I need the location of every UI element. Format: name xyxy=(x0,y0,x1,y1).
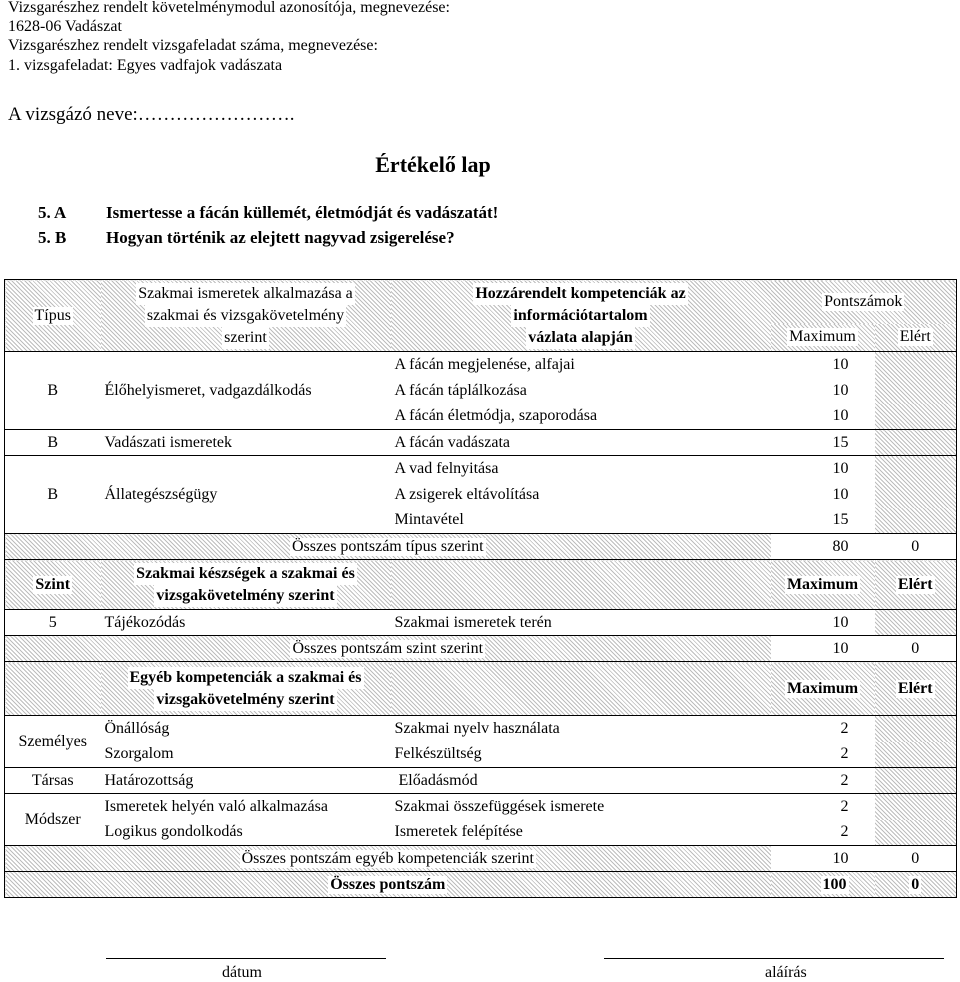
area-cell: Állategészségügy xyxy=(101,456,391,534)
elert-cell[interactable] xyxy=(875,482,957,508)
header-row xyxy=(5,280,957,306)
max-cell: 10 xyxy=(832,485,849,503)
max-cell: 15 xyxy=(771,430,875,456)
comp-cell: Szorgalom xyxy=(101,742,391,768)
col-komp-header-1: Hozzárendelt kompetenciák az xyxy=(473,283,687,305)
col-komp-header-2: információtartalom xyxy=(511,305,649,327)
table-row xyxy=(5,456,957,482)
desc-cell: Szakmai összefüggések ismerete xyxy=(394,797,605,815)
module-id: 1628-06 Vadászat xyxy=(8,18,122,35)
max-cell: 2 xyxy=(771,768,875,794)
total-row-egyeb xyxy=(5,846,957,872)
max-cell: 10 xyxy=(771,610,875,636)
competency-cell: A zsigerek eltávolítása xyxy=(394,485,540,503)
competency-cell: A fácán táplálkozása xyxy=(394,381,527,399)
total-egyeb-label: Összes pontszám egyéb kompetenciák szerint xyxy=(241,849,534,867)
comp-cell: Ismeretek helyén való alkalmazása xyxy=(104,797,328,815)
col-pontszamok-header: Pontszámok xyxy=(824,292,903,310)
max-cell: 2 xyxy=(771,742,875,768)
task-label: Vizsgarészhez rendelt vizsgafeladat száma, megnevezése: xyxy=(8,37,378,54)
page-title: Értékelő lap xyxy=(375,152,491,177)
group-cell: Módszer xyxy=(5,794,101,846)
szint-header-row xyxy=(5,560,957,610)
elert-cell[interactable] xyxy=(875,742,957,768)
desc-cell: Előadásmód xyxy=(391,768,771,794)
col-maximum-header: Maximum xyxy=(789,328,856,346)
tipus-cell: B xyxy=(5,352,101,430)
max-cell: 2 xyxy=(840,797,849,815)
desc-cell: Szakmai nyelv használata xyxy=(394,719,560,737)
elert-cell[interactable] xyxy=(875,456,957,482)
egyeb-header-row xyxy=(5,662,957,716)
table-row xyxy=(5,352,957,378)
task-b-text: Hogyan történik az elejtett nagyvad zsigerelése? xyxy=(106,228,455,247)
col-szakmai-header-2: szakmai és vizsgakövetelmény xyxy=(145,305,346,327)
col-tipus-header: Típus xyxy=(34,306,71,324)
col-szakmai-header-3: szerint xyxy=(222,327,269,349)
table-row xyxy=(5,742,957,768)
elert-cell[interactable] xyxy=(875,378,957,404)
task-a-text: Ismertesse a fácán küllemét, életmódját és vadászatát! xyxy=(106,203,499,222)
desc-cell: Ismeretek felépítése xyxy=(391,820,771,846)
col-szint-header: Szint xyxy=(35,575,71,593)
table-row xyxy=(5,794,957,820)
signature-line[interactable] xyxy=(604,958,944,959)
egyeb-elert-header: Elért xyxy=(897,679,933,697)
grand-total-max: 100 xyxy=(822,875,847,893)
area-cell: Vadászati ismeretek xyxy=(101,430,391,456)
competency-cell: A fácán életmódja, szaporodása xyxy=(391,404,771,430)
max-cell: 2 xyxy=(771,820,875,846)
table-row xyxy=(5,820,957,846)
elert-cell[interactable] xyxy=(875,404,957,430)
competency-cell: Szakmai ismeretek terén xyxy=(391,610,771,636)
max-cell: 10 xyxy=(771,404,875,430)
table-row xyxy=(5,610,957,636)
total-tipus-label: Összes pontszám típus szerint xyxy=(291,537,484,555)
max-cell: 10 xyxy=(832,381,849,399)
table-row xyxy=(5,430,957,456)
elert-cell[interactable] xyxy=(875,820,957,846)
total-tipus-max: 80 xyxy=(771,534,875,560)
elert-cell[interactable] xyxy=(875,610,957,636)
total-szint-max: 10 xyxy=(771,636,875,662)
grand-total-elert: 0 xyxy=(911,875,920,893)
egyeb-maximum-header: Maximum xyxy=(786,679,859,697)
competency-cell: A fácán megjelenése, alfajai xyxy=(394,355,575,373)
total-row-tipus xyxy=(5,534,957,560)
date-line[interactable] xyxy=(106,958,386,959)
col-komp-header-3: vázlata alapján xyxy=(526,327,634,349)
col-keszseg-header-1: Szakmai készségek a szakmai és xyxy=(134,563,357,585)
module-label: Vizsgarészhez rendelt követelménymodul azonosítója, megnevezése: xyxy=(8,0,450,16)
elert-cell[interactable] xyxy=(875,794,957,820)
desc-cell: Felkészültség xyxy=(391,742,771,768)
task-name: 1. vizsgafeladat: Egyes vadfajok vadászata xyxy=(8,57,283,74)
task-b-code: 5. B xyxy=(38,228,67,247)
date-label: dátum xyxy=(222,964,262,981)
examinee-name-field[interactable]: A vizsgázó neve:……………………. xyxy=(8,104,295,125)
grand-total-label: Összes pontszám xyxy=(330,875,446,893)
signature-label: aláírás xyxy=(765,964,807,981)
col-egyeb-header-1: Egyéb kompetenciák a szakmai és xyxy=(128,667,364,689)
max-cell: 15 xyxy=(771,508,875,534)
szint-maximum-header: Maximum xyxy=(786,575,859,593)
total-szint-elert: 0 xyxy=(875,636,957,662)
total-row-szint xyxy=(5,636,957,662)
total-egyeb-max: 10 xyxy=(771,846,875,872)
table-row xyxy=(5,768,957,794)
col-keszseg-header-2: vizsgakövetelmény szerint xyxy=(154,585,336,607)
elert-cell[interactable] xyxy=(875,716,957,742)
tipus-cell: B xyxy=(5,456,101,534)
competency-cell: A fácán vadászata xyxy=(391,430,771,456)
elert-cell[interactable] xyxy=(875,768,957,794)
grand-total-row xyxy=(5,872,957,898)
task-a-code: 5. A xyxy=(38,203,67,222)
group-cell: Személyes xyxy=(5,716,101,768)
elert-cell[interactable] xyxy=(875,430,957,456)
evaluation-table xyxy=(4,279,957,898)
total-tipus-elert: 0 xyxy=(875,534,957,560)
competency-cell: Mintavétel xyxy=(391,508,771,534)
competency-cell: A vad felnyitása xyxy=(394,459,499,477)
max-cell: 10 xyxy=(832,459,849,477)
col-elert-header: Elért xyxy=(899,328,931,346)
szint-cell: 5 xyxy=(5,610,101,636)
elert-cell[interactable] xyxy=(875,352,957,378)
skill-cell: Tájékozódás xyxy=(101,610,391,636)
elert-cell[interactable] xyxy=(875,508,957,534)
group-cell: Társas xyxy=(5,768,101,794)
comp-cell: Határozottság xyxy=(101,768,391,794)
col-szakmai-header-1: Szakmai ismeretek alkalmazása a xyxy=(136,283,355,305)
total-szint-label: Összes pontszám szint szerint xyxy=(292,639,484,657)
col-egyeb-header-2: vizsgakövetelmény szerint xyxy=(154,689,336,711)
tipus-cell: B xyxy=(5,430,101,456)
total-egyeb-elert: 0 xyxy=(875,846,957,872)
max-cell: 10 xyxy=(832,355,849,373)
szint-elert-header: Elért xyxy=(897,575,933,593)
comp-cell: Logikus gondolkodás xyxy=(101,820,391,846)
max-cell: 2 xyxy=(840,719,849,737)
table-row xyxy=(5,716,957,742)
comp-cell: Önállóság xyxy=(104,719,170,737)
area-cell: Élőhelyismeret, vadgazdálkodás xyxy=(101,352,391,430)
